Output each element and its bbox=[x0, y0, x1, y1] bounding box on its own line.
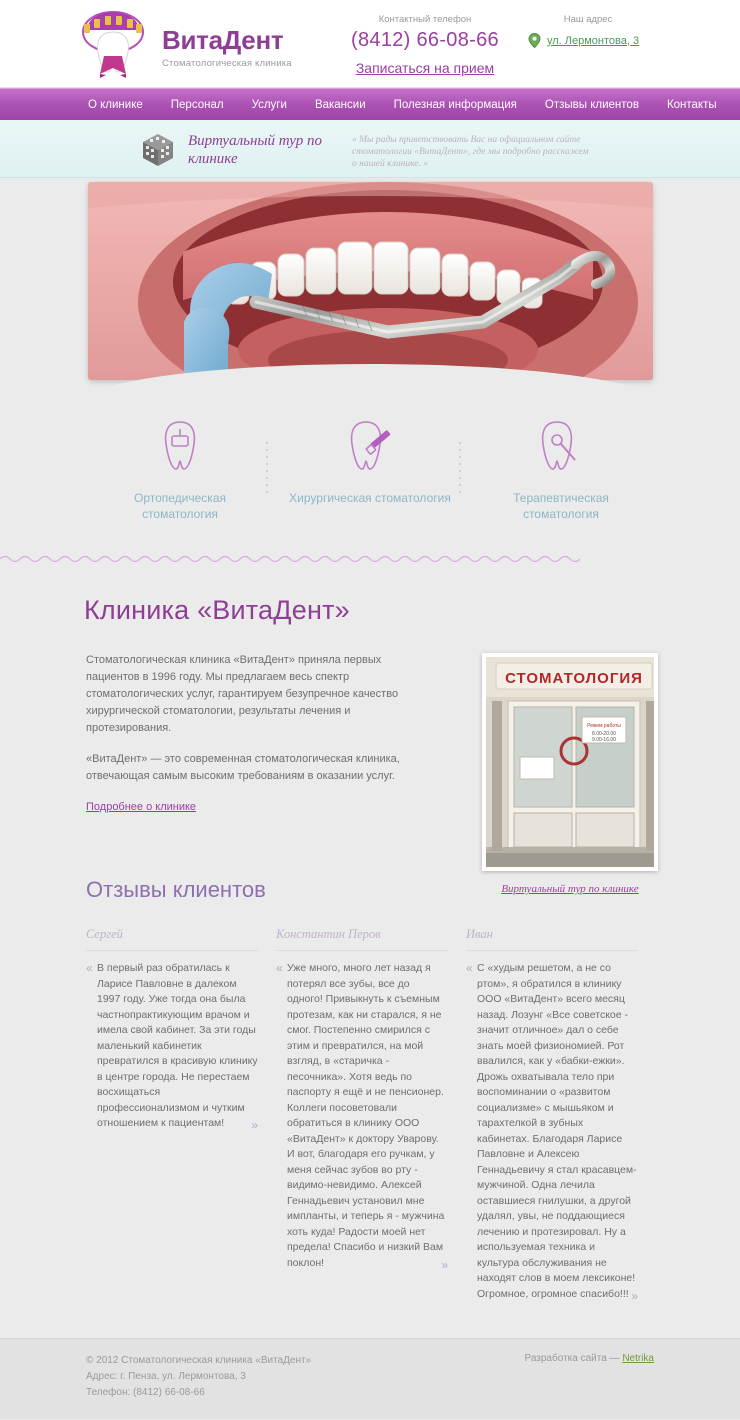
footer-developer bbox=[525, 1353, 655, 1364]
footer-developer-label: Разработка сайта — bbox=[524, 1353, 623, 1364]
address-block bbox=[528, 14, 688, 48]
footer-developer-link[interactable]: Netrika bbox=[622, 1353, 654, 1364]
contact-block bbox=[330, 14, 520, 76]
clinic-photo-block bbox=[482, 653, 658, 895]
services-section bbox=[0, 400, 740, 548]
review-author: Сергей bbox=[86, 927, 258, 951]
quote-close-icon: » bbox=[631, 1288, 638, 1303]
about-paragraph-2: «ВитаДент» — это современная стоматологическая клиника, отвечающая самым высоким требованиям в оказании услуг. bbox=[86, 753, 400, 782]
footer-copyright: © 2012 Стоматологическая клиника «ВитаДент» bbox=[86, 1355, 312, 1366]
review-author: Иван bbox=[466, 927, 638, 951]
review-author: Константин Перов bbox=[276, 927, 448, 951]
review-text-wrap bbox=[276, 961, 448, 1271]
divider-dots-2 bbox=[459, 442, 461, 498]
contact-phone-number: (8412) 66-08-66 bbox=[351, 29, 499, 51]
logo-subtitle: Стоматологическая клиника bbox=[162, 58, 292, 69]
reviews-section bbox=[0, 847, 740, 1338]
nav-item-contacts[interactable]: Контакты bbox=[666, 98, 717, 111]
virtual-tour-title[interactable]: Виртуальный тур по клинике bbox=[188, 133, 322, 167]
logo-tooth-icon bbox=[74, 10, 152, 78]
nav-item-vacancies[interactable]: Вакансии bbox=[314, 98, 366, 111]
quote-open-icon: « bbox=[86, 961, 93, 975]
review-item bbox=[86, 927, 258, 1304]
hero-image bbox=[88, 182, 653, 380]
quote-open-icon: « bbox=[466, 961, 473, 975]
appointment-link[interactable]: Записаться на прием bbox=[355, 60, 495, 76]
logo-text bbox=[162, 19, 292, 69]
tooth-orthopedic-icon bbox=[95, 414, 265, 476]
quote-open-icon: « bbox=[276, 961, 283, 975]
service-surgery[interactable] bbox=[285, 414, 455, 506]
review-text-wrap bbox=[466, 961, 638, 1302]
nav-item-services[interactable]: Услуги bbox=[251, 98, 287, 111]
divider-dots-1 bbox=[266, 442, 268, 498]
map-pin-icon bbox=[528, 33, 541, 48]
service-surgery-label: Хирургическая стоматология bbox=[289, 491, 451, 505]
svg-text:9.00-16.00: 9.00-16.00 bbox=[592, 737, 616, 743]
nav-item-useful-info[interactable]: Полезная информация bbox=[393, 98, 517, 111]
clinic-entrance-photo[interactable] bbox=[482, 653, 658, 871]
virtual-tour-bar bbox=[0, 120, 740, 178]
review-text: В первый раз обратилась к Ларисе Павловне в далеком 1997 году. Уже тогда она была частнопрактикующим врачом и имела свой кабинет. За эти годы маленький кабинетик превратился в красивую клинику в центре города. Не перестаем восхищаться профессионализмом и чутким отношением к пациентам! bbox=[97, 962, 258, 1129]
about-text bbox=[86, 652, 416, 816]
section-divider bbox=[0, 554, 580, 564]
service-orthopedic-label: Ортопедическая стоматология bbox=[133, 491, 226, 521]
review-item bbox=[466, 927, 638, 1304]
footer-address: Адрес: г. Пенза, ул. Лермонтова, 3 bbox=[86, 1371, 246, 1382]
review-text: Уже много, много лет назад я потерял все зубы, все до одного! Привыкнуть к съемным протезам, как ни старался, я не смог. Постепенно смирился с этим и превратился, на мой взгляд, в «старичка - песочника». Хотя ведь по паспорту я ещё и не пенсионер. Коллеги посоветовали обратиться в клинику ООО «ВитаДент» к доктору Уварову. И вот, благодаря его ручкам, у меня сейчас зубов во рту - видимо-невидимо. Алексей Геннадьевич установил мне импланты, и теперь я - мужчина хоть куда! Радости моей нет предела! Спасибо и низкий Вам поклон! bbox=[287, 962, 445, 1269]
address-label: Наш адрес bbox=[563, 14, 613, 25]
review-text: С «худым решетом, а не со ртом», я обратился в клинику ООО «ВитаДент» всего месяц назад. Лозунг «Все советское - значит отличное» дал о себе знать моей физиономией. Рот ввалился, как у «бабки-ежки». Дрожь охватывала тело при воспоминании о «развитом социализме» с мышьяком и тарахтелкой в зубных кабинетах. Благодаря Ларисе Павловне и Алексею Геннадьевичу я стал красавцем-мужчиной. Одна лечила оставшиеся гнилушки, а другой удалял, увы, не поддающиеся лечению и протезировал. Ну а используемая техника и культура обслуживания не находят слов в моем лексиконе! Огромное, огромное спасибо!!! bbox=[477, 962, 637, 1300]
address-row[interactable] bbox=[528, 33, 688, 48]
nav-item-about[interactable]: О клинике bbox=[88, 98, 143, 111]
main-navigation bbox=[0, 88, 740, 120]
virtual-tour-description: « Мы рады приветствовать Вас на официальном сайте стоматологии «ВитаДент», где мы подробно расскажем о нашей клинике. » bbox=[352, 135, 589, 169]
site-footer bbox=[0, 1338, 740, 1419]
nav-item-reviews[interactable]: Отзывы клиентов bbox=[544, 98, 639, 111]
review-item bbox=[276, 927, 448, 1304]
reviews-columns bbox=[0, 927, 740, 1304]
tooth-surgery-icon bbox=[285, 414, 455, 476]
site-header bbox=[0, 0, 740, 88]
review-text-wrap bbox=[86, 961, 258, 1132]
quote-close-icon: » bbox=[441, 1257, 448, 1272]
svg-text:8.00-20.00: 8.00-20.00 bbox=[592, 731, 616, 737]
logo-title: ВитаДент bbox=[162, 25, 284, 55]
virtual-tour-caption-link[interactable]: Виртуальный тур по клинике bbox=[501, 883, 639, 895]
logo[interactable] bbox=[74, 10, 292, 78]
quote-close-icon: » bbox=[251, 1118, 258, 1132]
page-title: Клиника «ВитаДент» bbox=[84, 595, 350, 625]
footer-phone: Телефон: (8412) 66-08-66 bbox=[86, 1387, 205, 1398]
cube-3d-icon[interactable] bbox=[140, 132, 176, 168]
nav-item-staff[interactable]: Персонал bbox=[170, 98, 224, 111]
service-therapy[interactable] bbox=[476, 414, 646, 522]
about-paragraph-1: Стоматологическая клиника «ВитаДент» приняла первых пациентов в 1996 году. Мы предлагаем весь спектр стоматологических услуг, гарантируем безупречное качество хирургической стоматологии, результаты лечения и протезирования. bbox=[86, 654, 399, 734]
hero-section bbox=[0, 178, 740, 400]
tooth-therapy-icon bbox=[476, 414, 646, 476]
svg-text:Режим работы: Режим работы bbox=[587, 723, 621, 729]
reviews-title: Отзывы клиентов bbox=[86, 877, 266, 902]
service-orthopedic[interactable] bbox=[95, 414, 265, 522]
contact-phone-label: Контактный телефон bbox=[378, 14, 472, 25]
address-link[interactable]: ул. Лермонтова, 3 bbox=[547, 34, 640, 47]
about-more-link[interactable]: Подробнее о клинике bbox=[86, 801, 197, 813]
service-therapy-label: Терапевтическая стоматология bbox=[513, 491, 609, 521]
svg-text:СТОМАТОЛОГИЯ: СТОМАТОЛОГИЯ bbox=[505, 670, 643, 687]
